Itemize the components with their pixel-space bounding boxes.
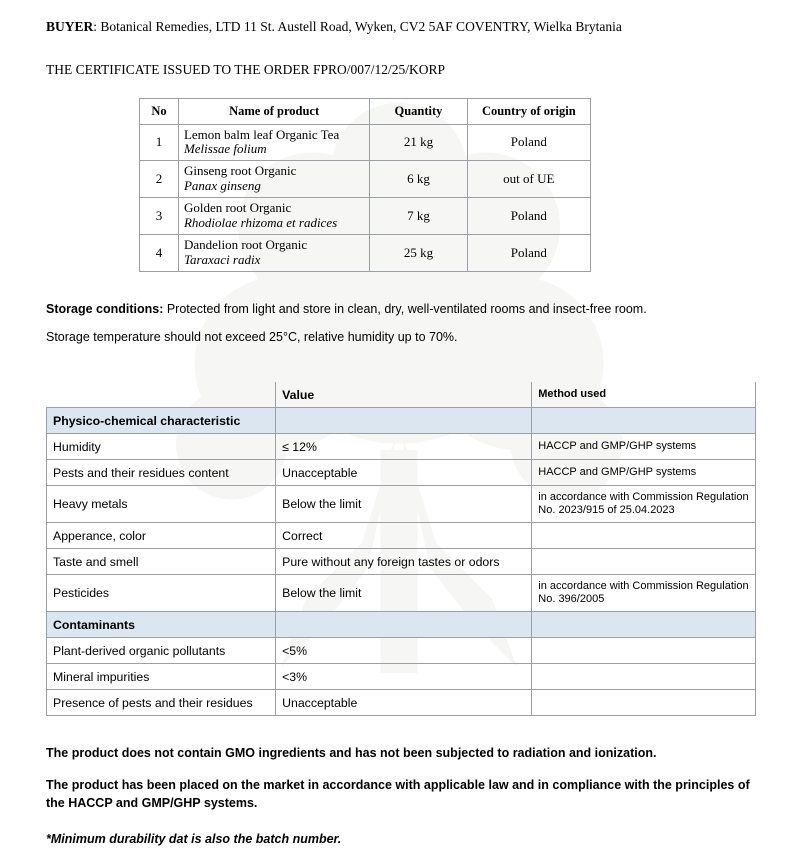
table-row bbox=[47, 690, 756, 716]
column-header-no: No bbox=[140, 98, 179, 124]
product-latin-name: Rhodiolae rhizoma et radices bbox=[183, 215, 338, 231]
characteristic-name: Pesticides bbox=[47, 575, 276, 612]
storage-conditions-label: Storage conditions: bbox=[46, 302, 164, 317]
characteristics-table-container bbox=[46, 382, 757, 716]
product-name: Golden root Organic bbox=[183, 200, 292, 216]
characteristic-name: Pests and their residues content bbox=[47, 460, 276, 486]
table-row bbox=[140, 161, 591, 198]
section-title: Physico-chemical characteristic bbox=[47, 408, 276, 434]
product-name: Lemon balm leaf Organic Tea bbox=[183, 126, 340, 142]
row-quantity: 7 kg bbox=[370, 198, 467, 235]
table-row bbox=[47, 638, 756, 664]
product-latin-name: Melissae folium bbox=[183, 141, 267, 157]
row-no: 1 bbox=[140, 124, 179, 161]
row-quantity: 25 kg bbox=[370, 235, 467, 272]
characteristic-method: HACCP and GMP/GHP systems bbox=[532, 460, 756, 486]
table-row bbox=[47, 460, 756, 486]
characteristic-method: in accordance with Commission Regulation No. 396/2005 bbox=[532, 575, 756, 612]
characteristics-header-empty bbox=[47, 382, 276, 408]
product-latin-name: Panax ginseng bbox=[183, 178, 261, 194]
characteristic-value: Below the limit bbox=[276, 486, 532, 523]
characteristics-section-row bbox=[47, 612, 756, 638]
characteristic-method bbox=[532, 523, 756, 549]
table-row bbox=[47, 523, 756, 549]
durability-note: *Minimum durability dat is also the batch number. bbox=[46, 832, 342, 847]
storage-conditions-line bbox=[46, 302, 757, 316]
characteristic-name: Humidity bbox=[47, 434, 276, 460]
characteristic-method bbox=[532, 690, 756, 716]
column-header-name: Name of product bbox=[178, 98, 369, 124]
row-origin: Poland bbox=[467, 235, 590, 272]
characteristic-value: ≤ 12% bbox=[276, 434, 532, 460]
row-name bbox=[178, 161, 369, 198]
characteristic-method: in accordance with Commission Regulation No. 2023/915 of 25.04.2023 bbox=[532, 486, 756, 523]
product-latin-name: Taraxaci radix bbox=[183, 252, 261, 268]
section-method bbox=[532, 408, 756, 434]
table-row bbox=[47, 575, 756, 612]
characteristic-value: Unacceptable bbox=[276, 460, 532, 486]
characteristic-value: <5% bbox=[276, 638, 532, 664]
statement-gmo: The product does not contain GMO ingredients and has not been subjected to radiation and ionization. bbox=[46, 746, 657, 761]
characteristics-header-value: Value bbox=[276, 382, 532, 408]
characteristic-value: <3% bbox=[276, 664, 532, 690]
characteristic-method bbox=[532, 638, 756, 664]
buyer-label: BUYER bbox=[46, 19, 94, 34]
characteristic-name: Presence of pests and their residues bbox=[47, 690, 276, 716]
characteristic-value: Below the limit bbox=[276, 575, 532, 612]
characteristic-method bbox=[532, 549, 756, 575]
characteristic-name: Mineral impurities bbox=[47, 664, 276, 690]
footer-statements bbox=[46, 744, 757, 849]
characteristics-section-row bbox=[47, 408, 756, 434]
characteristics-header-row bbox=[47, 382, 756, 408]
section-title: Contaminants bbox=[47, 612, 276, 638]
storage-temperature-line: Storage temperature should not exceed 25°C, relative humidity up to 70%. bbox=[46, 330, 458, 345]
row-name bbox=[178, 235, 369, 272]
buyer-line bbox=[46, 18, 757, 36]
buyer-value: : Botanical Remedies, LTD 11 St. Austell Road, Wyken, CV2 5AF COVENTRY, Wielka Brytania bbox=[93, 19, 622, 34]
table-row bbox=[47, 486, 756, 523]
section-method bbox=[532, 612, 756, 638]
row-quantity: 6 kg bbox=[370, 161, 467, 198]
product-table-container bbox=[46, 98, 757, 273]
characteristic-method bbox=[532, 664, 756, 690]
table-row bbox=[140, 235, 591, 272]
characteristic-value: Correct bbox=[276, 523, 532, 549]
row-origin: Poland bbox=[467, 124, 590, 161]
column-header-quantity: Quantity bbox=[370, 98, 467, 124]
statement-market: The product has been placed on the market in accordance with applicable law and in compliance with the principles of the HACCP and GMP/GHP systems. bbox=[46, 778, 750, 811]
row-no: 3 bbox=[140, 198, 179, 235]
table-row bbox=[47, 549, 756, 575]
characteristic-method: HACCP and GMP/GHP systems bbox=[532, 434, 756, 460]
characteristic-value: Unacceptable bbox=[276, 690, 532, 716]
row-no: 2 bbox=[140, 161, 179, 198]
row-quantity: 21 kg bbox=[370, 124, 467, 161]
characteristic-name: Taste and smell bbox=[47, 549, 276, 575]
characteristics-table bbox=[46, 382, 756, 716]
characteristic-value: Pure without any foreign tastes or odors bbox=[276, 549, 532, 575]
section-value bbox=[276, 612, 532, 638]
table-row bbox=[47, 434, 756, 460]
storage-conditions-text: Protected from light and store in clean, dry, well-ventilated rooms and insect-free room. bbox=[163, 302, 647, 317]
product-name: Dandelion root Organic bbox=[183, 237, 308, 253]
characteristics-header-method: Method used bbox=[532, 382, 756, 408]
certificate-order-line: THE CERTIFICATE ISSUED TO THE ORDER FPRO/007/12/25/KORP bbox=[46, 61, 445, 77]
table-row bbox=[140, 124, 591, 161]
column-header-origin: Country of origin bbox=[467, 98, 590, 124]
row-origin: Poland bbox=[467, 198, 590, 235]
row-origin: out of UE bbox=[467, 161, 590, 198]
characteristic-name: Heavy metals bbox=[47, 486, 276, 523]
section-value bbox=[276, 408, 532, 434]
product-table-header-row bbox=[140, 98, 591, 124]
characteristic-name: Apperance, color bbox=[47, 523, 276, 549]
row-name bbox=[178, 124, 369, 161]
characteristic-name: Plant-derived organic pollutants bbox=[47, 638, 276, 664]
row-name bbox=[178, 198, 369, 235]
row-no: 4 bbox=[140, 235, 179, 272]
table-row bbox=[140, 198, 591, 235]
storage-conditions-block bbox=[46, 302, 757, 344]
product-table bbox=[139, 98, 591, 273]
product-name: Ginseng root Organic bbox=[183, 163, 297, 179]
table-row bbox=[47, 664, 756, 690]
